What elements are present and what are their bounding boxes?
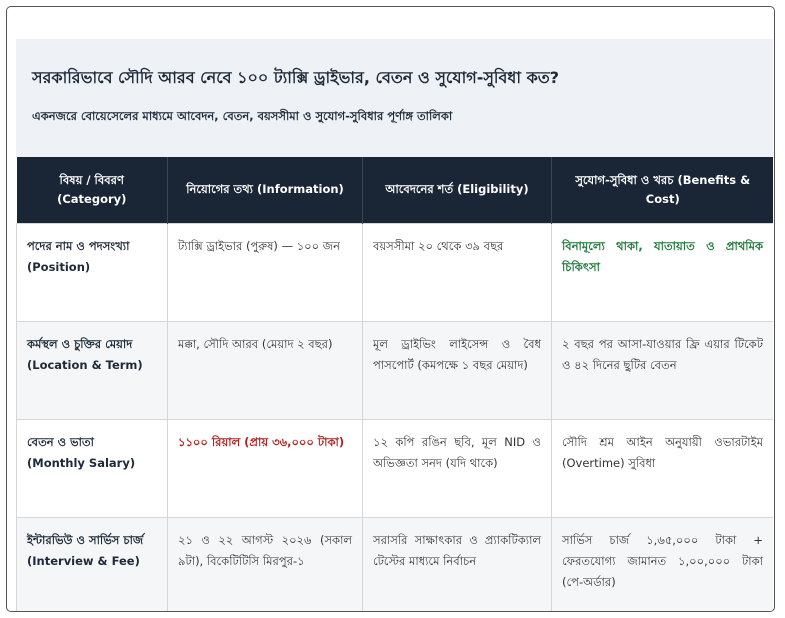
page-title: সরকারিভাবে সৌদি আরব নেবে ১০০ ট্যাক্সি ড্রাইভার, বেতন ও সুযোগ-সুবিধা কত? [32, 68, 560, 87]
header-benefits: সুযোগ-সুবিধা ও খরচ (Benefits & Cost) [552, 157, 774, 223]
row-eligibility: মূল ড্রাইভিং লাইসেন্স ও বৈধ পাসপোর্ট (কমপক্ষে ১ বছর মেয়াদ) [363, 321, 552, 419]
category-en: (Position) [27, 259, 91, 274]
category-bn: বেতন ও ভাতা [27, 434, 94, 449]
page-subtitle: একনজরে বোয়েসেলের মাধ্যমে আবেদন, বেতন, বয়সসীমা ও সুযোগ-সুবিধার পূর্ণাঙ্গ তালিকা [32, 109, 453, 123]
row-category [17, 321, 168, 419]
row-information: ২১ ও ২২ আগস্ট ২০২৬ (সকাল ৯টা), বিকেটিটিসি মিরপুর-১ [168, 517, 363, 612]
header-eligibility: আবেদনের শর্ত (Eligibility) [363, 157, 552, 223]
row-eligibility: বয়সসীমা ২০ থেকে ৩৯ বছর [363, 223, 552, 321]
category-en: (Monthly Salary) [27, 455, 136, 470]
page-frame [6, 6, 775, 612]
row-category [17, 419, 168, 517]
row-benefits [552, 223, 774, 321]
row-information: ট্যাক্সি ড্রাইভার (পুরুষ) — ১০০ জন [168, 223, 363, 321]
row-eligibility: সরাসরি সাক্ষাৎকার ও প্র্যাকটিক্যাল টেস্টের মাধ্যমে নির্বাচন [363, 517, 552, 612]
category-bn: ইন্টারভিউ ও সার্ভিস চার্জ [27, 532, 144, 547]
table-row [17, 517, 774, 612]
header-information: নিয়োগের তথ্য (Information) [168, 157, 363, 223]
category-en: (Interview & Fee) [27, 553, 140, 568]
row-eligibility: ১২ কপি রঙিন ছবি, মূল NID ও অভিজ্ঞতা সনদ (যদি থাকে) [363, 419, 552, 517]
table-row [17, 223, 774, 321]
row-information [168, 419, 363, 517]
category-en: (Location & Term) [27, 357, 143, 372]
info-card [16, 39, 773, 612]
category-bn: পদের নাম ও পদসংখ্যা [27, 238, 130, 253]
row-benefits: সৌদি শ্রম আইন অনুযায়ী ওভারটাইম (Overtime) সুবিধা [552, 419, 774, 517]
table-header-row [17, 157, 774, 223]
category-bn: কর্মস্থল ও চুক্তির মেয়াদ [27, 336, 133, 351]
row-benefits: সার্ভিস চার্জ ১,৬৫,০০০ টাকা + ফেরতযোগ্য জামানত ১,০০,০০০ টাকা (পে-অর্ডার) [552, 517, 774, 612]
benefits-highlight: বিনামূল্যে থাকা, যাতায়াত ও প্রাথমিক চিকিৎসা [562, 238, 763, 274]
row-category [17, 517, 168, 612]
table-row [17, 321, 774, 419]
info-table [16, 157, 773, 612]
table-row [17, 419, 774, 517]
card-header [16, 39, 773, 157]
header-category: বিষয় / বিবরণ (Category) [17, 157, 168, 223]
row-benefits: ২ বছর পর আসা-যাওয়ার ফ্রি এয়ার টিকেট ও ৪২ দিনের ছুটির বেতন [552, 321, 774, 419]
row-category [17, 223, 168, 321]
salary-highlight: ১১০০ রিয়াল (প্রায় ৩৬,০০০ টাকা) [178, 434, 345, 449]
row-information: মক্কা, সৌদি আরব (মেয়াদ ২ বছর) [168, 321, 363, 419]
